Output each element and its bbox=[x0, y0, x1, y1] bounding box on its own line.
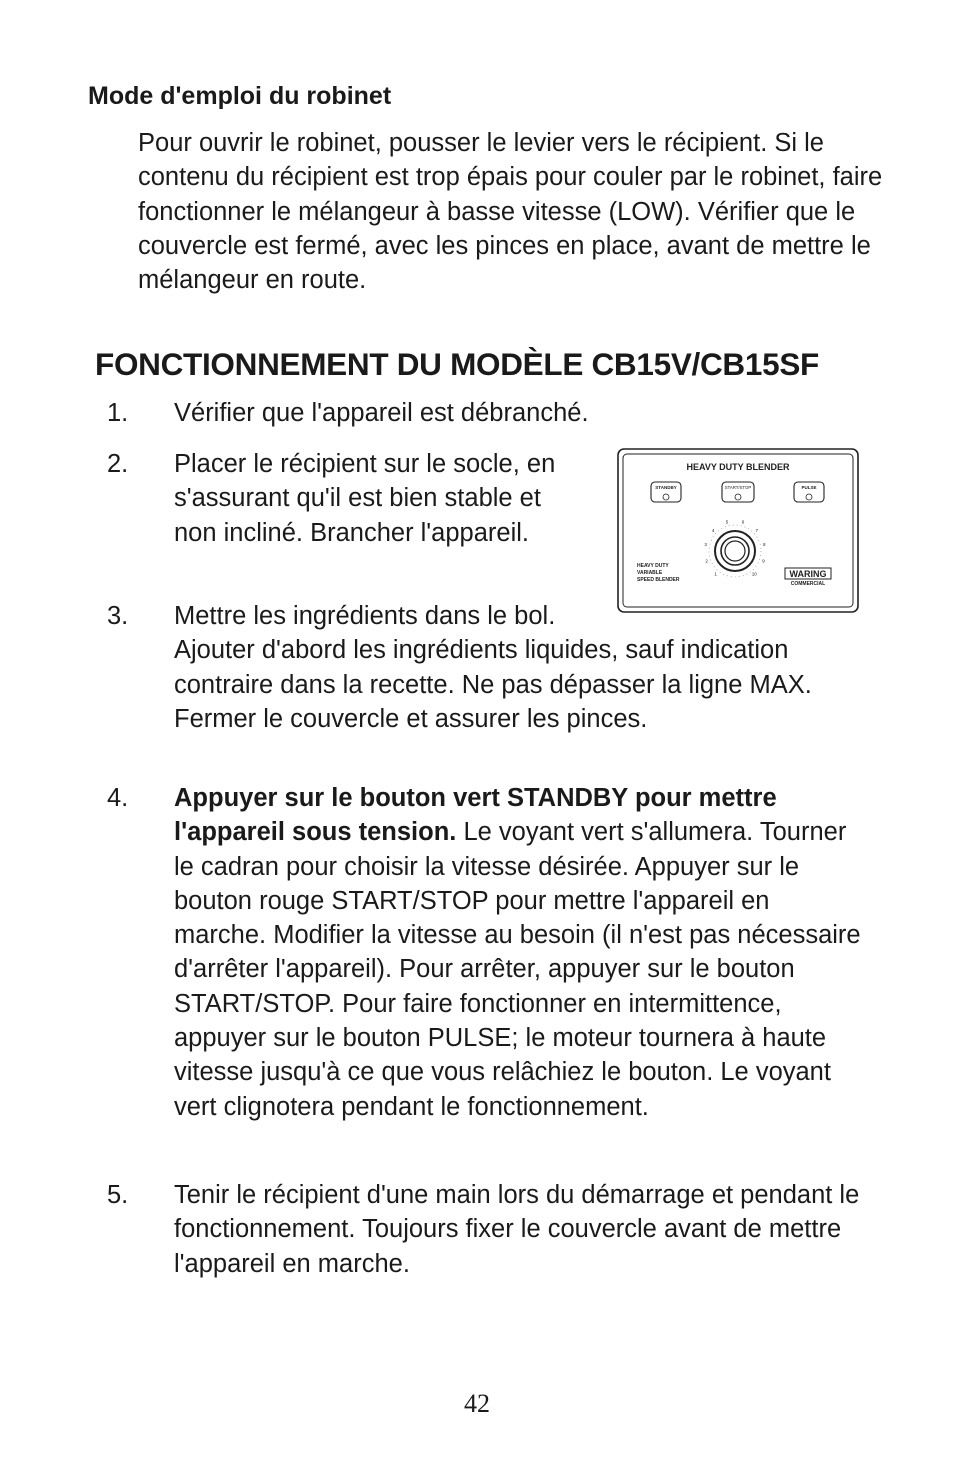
step-text bbox=[174, 599, 864, 736]
step-text bbox=[174, 781, 864, 1124]
operation-heading: FONCTIONNEMENT DU MODÈLE CB15V/CB15SF bbox=[95, 346, 819, 382]
dial-number: 4 bbox=[711, 528, 715, 533]
step-number: 1. bbox=[107, 399, 129, 427]
start-stop-label: START/STOP bbox=[724, 485, 752, 490]
dial-number: 8 bbox=[763, 542, 766, 548]
step-text: Tenir le récipient d'une main lors du démarrage et pendant le fonctionnement. Toujours fixer le couvercle avant de mettre l'appareil en marche. bbox=[174, 1181, 860, 1278]
step-3-text: Mettre les ingrédients dans le bol. Ajouter d'abord les ingrédients liquides, sauf indication contraire dans la recette. Ne pas dépasser la ligne MAX. Fermer le couvercle et assurer les pinces. bbox=[174, 602, 812, 733]
standby-label: STANDBY bbox=[655, 485, 677, 490]
control-panel-illustration bbox=[617, 448, 859, 613]
model-line-3: SPEED BLENDER bbox=[637, 577, 680, 583]
dial-number: 2 bbox=[705, 558, 708, 564]
dial-number: 1 bbox=[714, 571, 717, 577]
step-text: Vérifier que l'appareil est débranché. bbox=[174, 399, 589, 427]
step-4-rest: Le voyant vert s'allumera. Tourner le cadran pour choisir la vitesse désirée. Appuyer sur le bouton rouge START/STOP pour mettre l'appareil en marche. Modifier la vitesse au besoin (il n'est pas nécessaire d'arrêter l'appareil). Pour arrêter, appuyer sur le bouton START/STOP. Pour faire fonctionner en intermittence, appuyer sur le bouton PULSE; le moteur tournera à haute vitesse jusqu'à ce que vous relâchiez le bouton. Le voyant vert clignotera pendant le fonctionnement. bbox=[174, 818, 861, 1121]
step-number: 2. bbox=[107, 450, 129, 478]
model-line-2: VARIABLE bbox=[637, 570, 663, 576]
commercial-label: COMMERCIAL bbox=[790, 581, 826, 587]
faucet-paragraph: Pour ouvrir le robinet, pousser le levier vers le récipient. Si le contenu du récipient est trop épais pour couler par le robinet, faire fonctionner le mélangeur à basse vitesse (LOW). Vérifier que le couvercle est fermé, avec les pinces en place, avant de mettre le mélangeur en route. bbox=[138, 129, 883, 295]
step-number: 3. bbox=[107, 602, 129, 630]
waring-logo: WARING bbox=[789, 569, 827, 579]
step-number: 4. bbox=[107, 784, 129, 812]
dial-number: 6 bbox=[741, 519, 745, 525]
dial-number: 10 bbox=[751, 571, 757, 577]
step-number: 5. bbox=[107, 1181, 129, 1209]
dial-number: 3 bbox=[704, 542, 707, 548]
dial-number: 7 bbox=[755, 528, 759, 533]
model-line-1: HEAVY DUTY bbox=[637, 563, 669, 569]
step-text: Placer le récipient sur le socle, en s'assurant qu'il est bien stable et non incliné. Brancher l'appareil. bbox=[174, 450, 556, 547]
pulse-label: PULSE bbox=[801, 485, 817, 490]
dial-number: 5 bbox=[725, 519, 729, 525]
faucet-heading: Mode d'emploi du robinet bbox=[88, 82, 392, 110]
dial-number: 9 bbox=[762, 558, 765, 564]
panel-title: HEAVY DUTY BLENDER bbox=[686, 462, 790, 472]
page-number: 42 bbox=[464, 1389, 490, 1418]
step-4-bold: Appuyer sur le bouton vert STANDBY pour mettre l'appareil sous tension. bbox=[174, 784, 777, 847]
